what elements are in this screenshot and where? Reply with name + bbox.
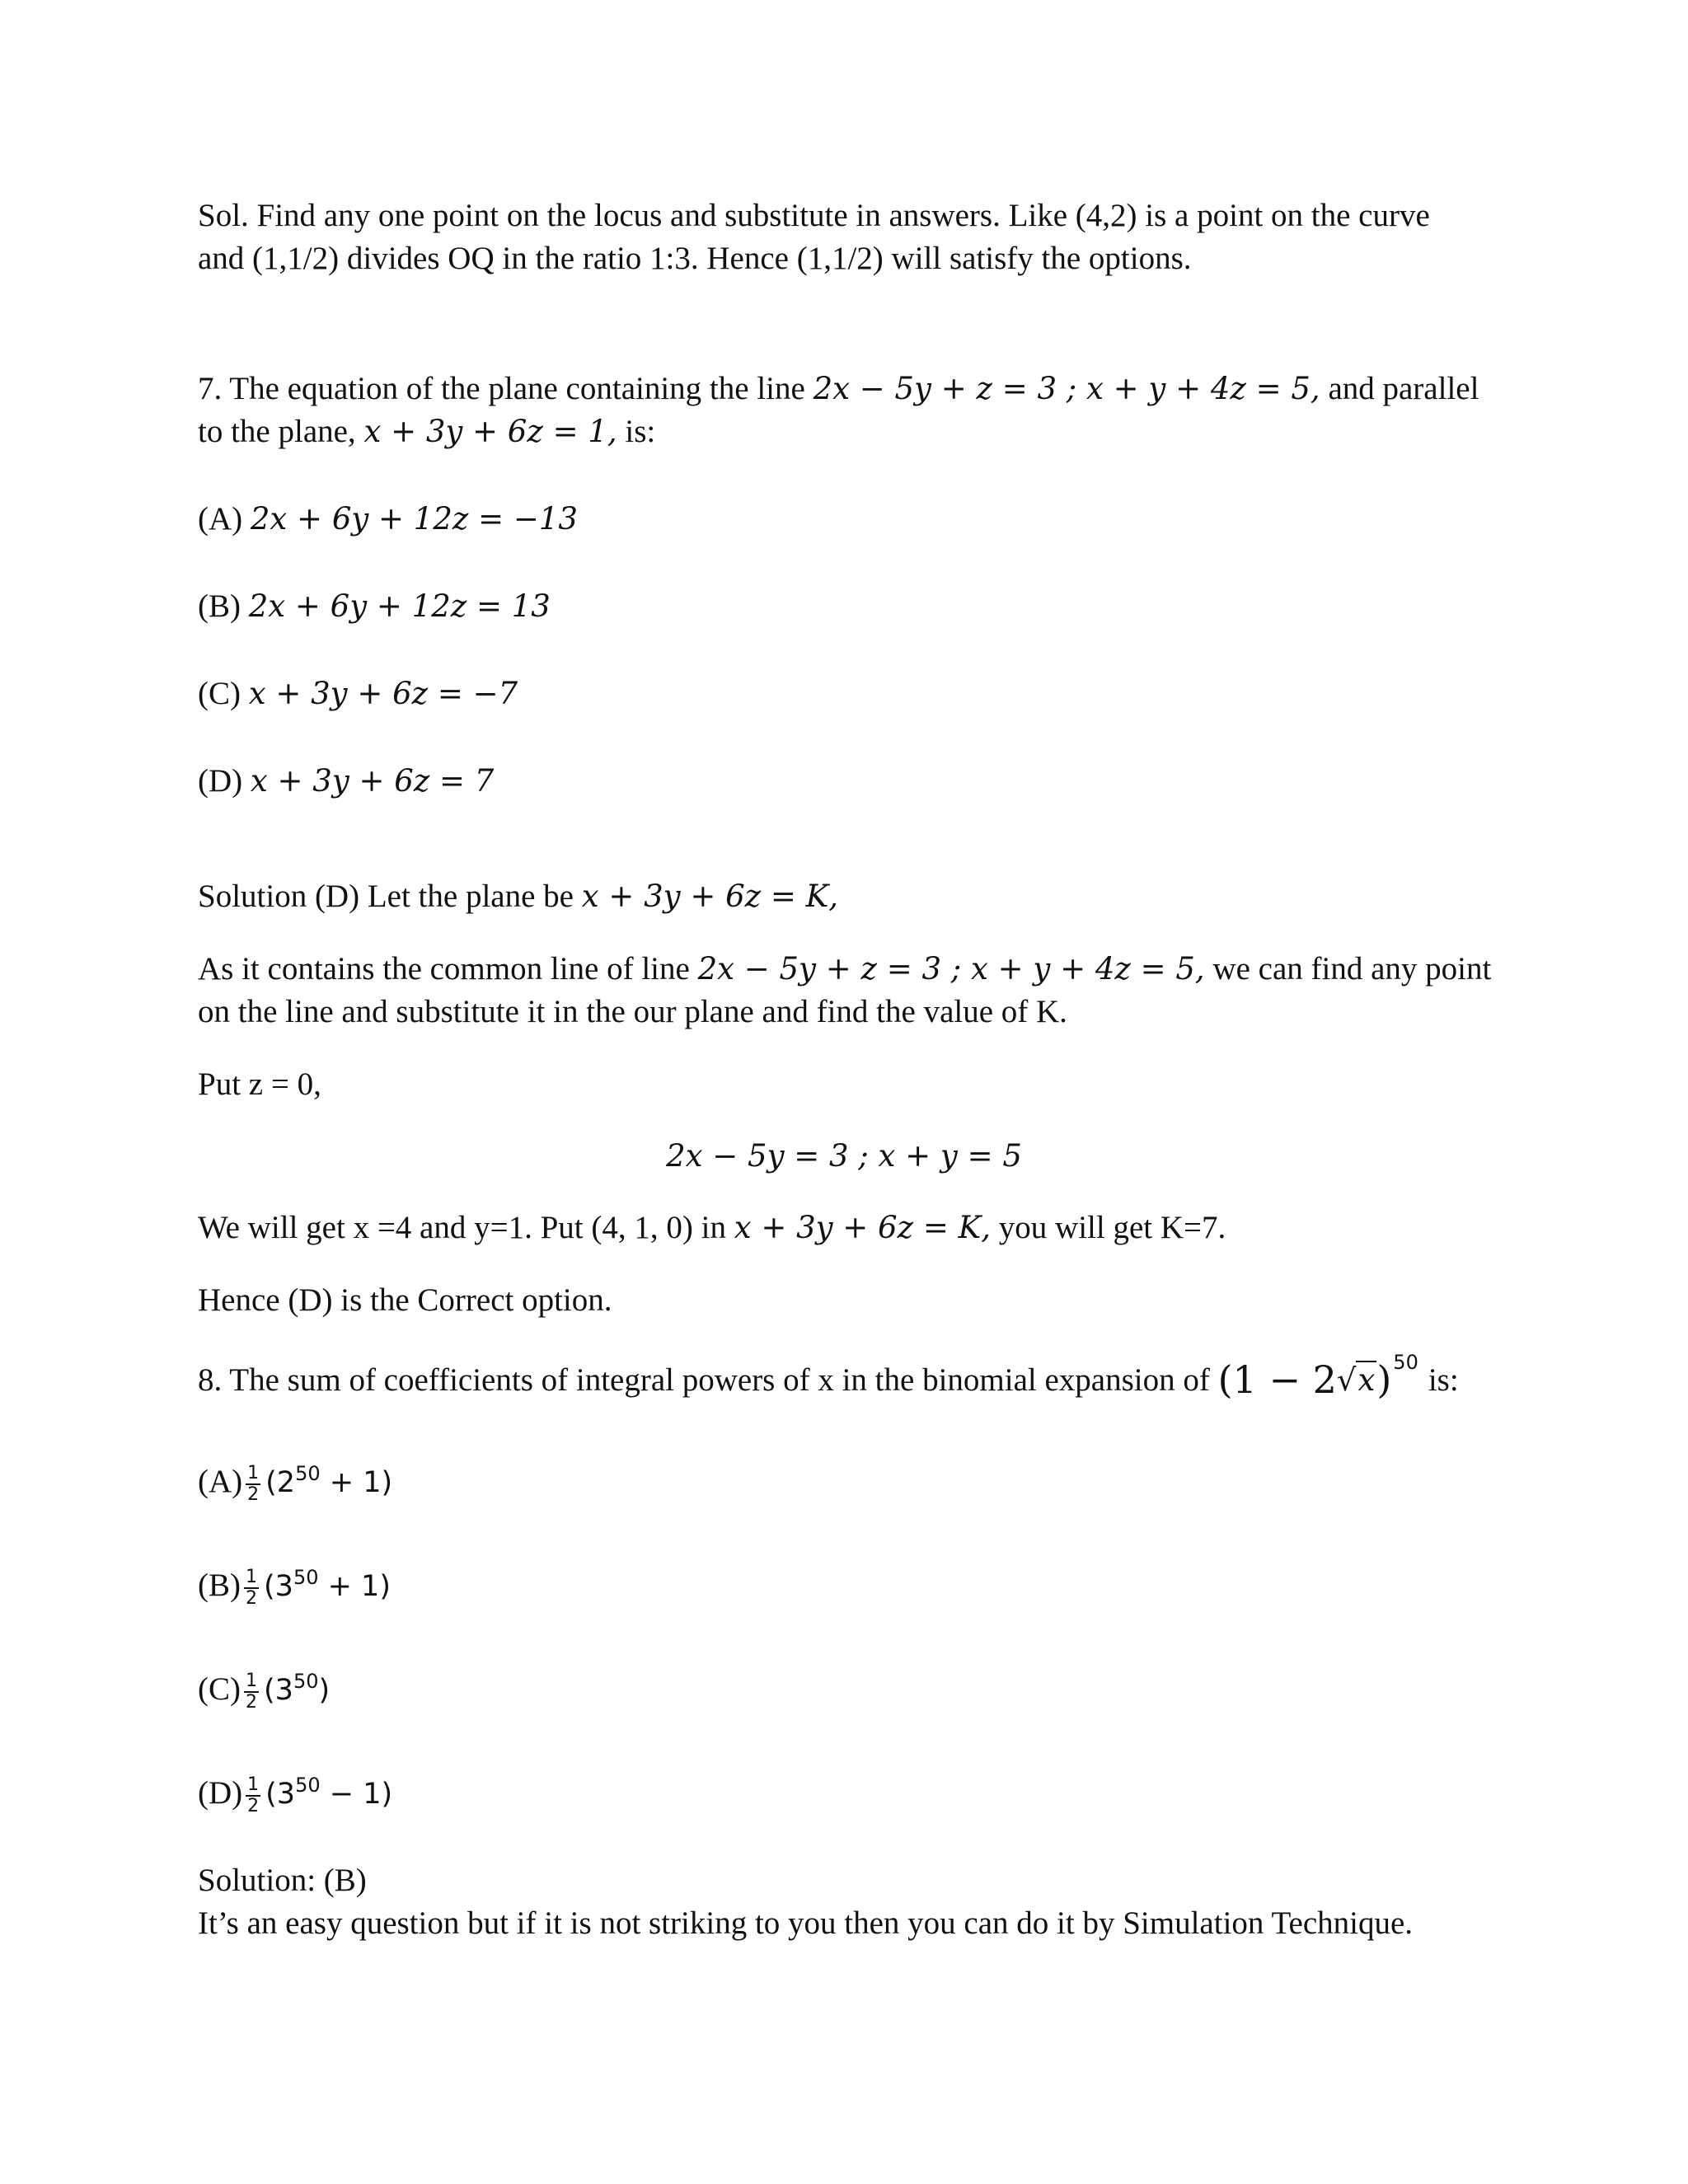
q8-option-d-tail: − 1)	[320, 1778, 393, 1811]
q8-option-a-base: (2	[265, 1466, 296, 1499]
q7-question-line-1	[198, 368, 1479, 410]
q8-option-a-num: 1	[247, 1463, 260, 1484]
q8-option-a-pow: 50	[295, 1462, 321, 1485]
q7-solution-line-3: on the line and substitute it in the our plane and find the value of K.	[198, 994, 1067, 1029]
q8-question-line	[198, 1351, 1459, 1405]
q8-option-b-den: 2	[246, 1588, 257, 1610]
q8-expr-power: 50	[1393, 1351, 1418, 1374]
q8-solution-text: It’s an easy question but if it is not striking to you then you can do it by Simulation Technique.	[198, 1905, 1414, 1941]
q8-option-b-expr	[264, 1566, 391, 1603]
q8-option-c-base: (3	[264, 1674, 293, 1707]
q8-option-d-den: 2	[247, 1796, 260, 1817]
q7-option-d-label: (D)	[198, 763, 251, 799]
q7-option-a-expr: 2x + 6y + 12z = −13	[250, 501, 578, 537]
q8-option-d	[198, 1772, 392, 1816]
q7-option-c	[198, 673, 518, 715]
q7-solution-text-2b: we can find any point	[1204, 951, 1492, 987]
q8-option-c-label: (C)	[198, 1671, 241, 1707]
q8-option-a-fraction	[246, 1465, 260, 1504]
q7-option-b-expr: 2x + 6y + 12z = 13	[248, 588, 551, 624]
q7-plane-equation: x + 3y + 6z = 1,	[363, 414, 617, 449]
q7-solution-line-1	[198, 875, 838, 918]
q7-solution-eq-2: 2x − 5y + z = 3 ; x + y + 4z = 5,	[697, 951, 1205, 987]
q8-option-c-tail: )	[318, 1674, 331, 1707]
q7-solution-conclusion: Hence (D) is the Correct option.	[198, 1282, 612, 1318]
sol-intro-line-2: and (1,1/2) divides OQ in the ratio 1:3. Hence (1,1/2) will satisfy the options.	[198, 241, 1192, 276]
q8-expr-close: )	[1376, 1357, 1392, 1402]
q8-option-b-num: 1	[246, 1567, 257, 1588]
sol-intro-line-1: Sol. Find any one point on the locus and substitute in answers. Like (4,2) is a point on the curve	[198, 198, 1430, 233]
q8-option-c-expr	[264, 1670, 331, 1707]
q8-option-b-tail: + 1)	[318, 1570, 391, 1603]
q7-option-b	[198, 585, 551, 628]
q8-option-c-den: 2	[246, 1692, 257, 1713]
q7-question-line-2	[198, 410, 655, 453]
q8-option-d-fraction	[246, 1776, 260, 1816]
q8-option-b-base: (3	[264, 1570, 293, 1603]
q8-option-b-label: (B)	[198, 1568, 241, 1603]
q8-text-b: is:	[1428, 1362, 1459, 1398]
q8-option-c-num: 1	[246, 1671, 257, 1692]
q7-solution-line-6	[198, 1207, 1226, 1249]
q8-option-a-den: 2	[247, 1484, 260, 1506]
q7-option-d	[198, 760, 494, 803]
q7-text-a: 7. The equation of the plane containing the line	[198, 371, 814, 406]
q8-binomial-expression	[1217, 1351, 1428, 1402]
q8-option-a-tail: + 1)	[320, 1466, 393, 1499]
q7-solution-eq-1: x + 3y + 6z = K,	[581, 879, 839, 914]
q8-expr-open: (1 − 2	[1217, 1357, 1337, 1402]
q8-solution-label: Solution: (B)	[198, 1863, 367, 1898]
q7-option-c-label: (C)	[198, 676, 249, 711]
q7-solution-system-equation: 2x − 5y = 3 ; x + y = 5	[666, 1138, 1022, 1174]
q8-option-a-expr	[265, 1462, 393, 1499]
q8-option-c-fraction	[244, 1672, 259, 1712]
q7-solution-text-6a: We will get x =4 and y=1. Put (4, 1, 0) in	[198, 1210, 734, 1245]
q8-option-d-base: (3	[265, 1778, 296, 1811]
q7-solution-line-2	[198, 948, 1491, 991]
q7-solution-eq-6: x + 3y + 6z = K,	[734, 1210, 992, 1245]
q8-option-b-fraction	[244, 1568, 259, 1608]
q7-text-c: to the plane,	[198, 414, 364, 449]
q8-option-b-pow: 50	[293, 1566, 319, 1589]
q7-line-equation: 2x − 5y + z = 3 ; x + y + 4z = 5,	[813, 371, 1320, 406]
q7-option-c-expr: x + 3y + 6z = −7	[248, 676, 518, 711]
q8-option-b	[198, 1564, 391, 1608]
q7-text-b: and parallel	[1320, 371, 1479, 406]
q8-option-a	[198, 1460, 392, 1504]
q7-option-d-expr: x + 3y + 6z = 7	[250, 763, 495, 799]
q8-option-d-expr	[265, 1774, 393, 1811]
q8-option-d-label: (D)	[198, 1775, 243, 1811]
q7-solution-text-2a: As it contains the common line of line	[198, 951, 698, 987]
q8-option-c	[198, 1668, 330, 1712]
q8-option-d-pow: 50	[295, 1774, 321, 1797]
q7-option-a-label: (A)	[198, 501, 251, 537]
q7-option-a	[198, 498, 578, 541]
q8-expr-radicand: x	[1357, 1362, 1376, 1398]
q7-solution-text-1: Solution (D) Let the plane be	[198, 879, 582, 914]
q8-text-a: 8. The sum of coefficients of integral powers of x in the binomial expansion of	[198, 1362, 1218, 1398]
q7-solution-line-4: Put z = 0,	[198, 1066, 321, 1102]
q8-option-c-pow: 50	[293, 1670, 319, 1693]
q8-option-d-num: 1	[247, 1774, 260, 1796]
q7-solution-text-6b: you will get K=7.	[991, 1210, 1226, 1245]
q8-option-a-label: (A)	[198, 1464, 243, 1499]
q7-text-d: is:	[617, 414, 656, 449]
q7-option-b-label: (B)	[198, 588, 249, 624]
sqrt-icon: √x	[1336, 1362, 1376, 1398]
